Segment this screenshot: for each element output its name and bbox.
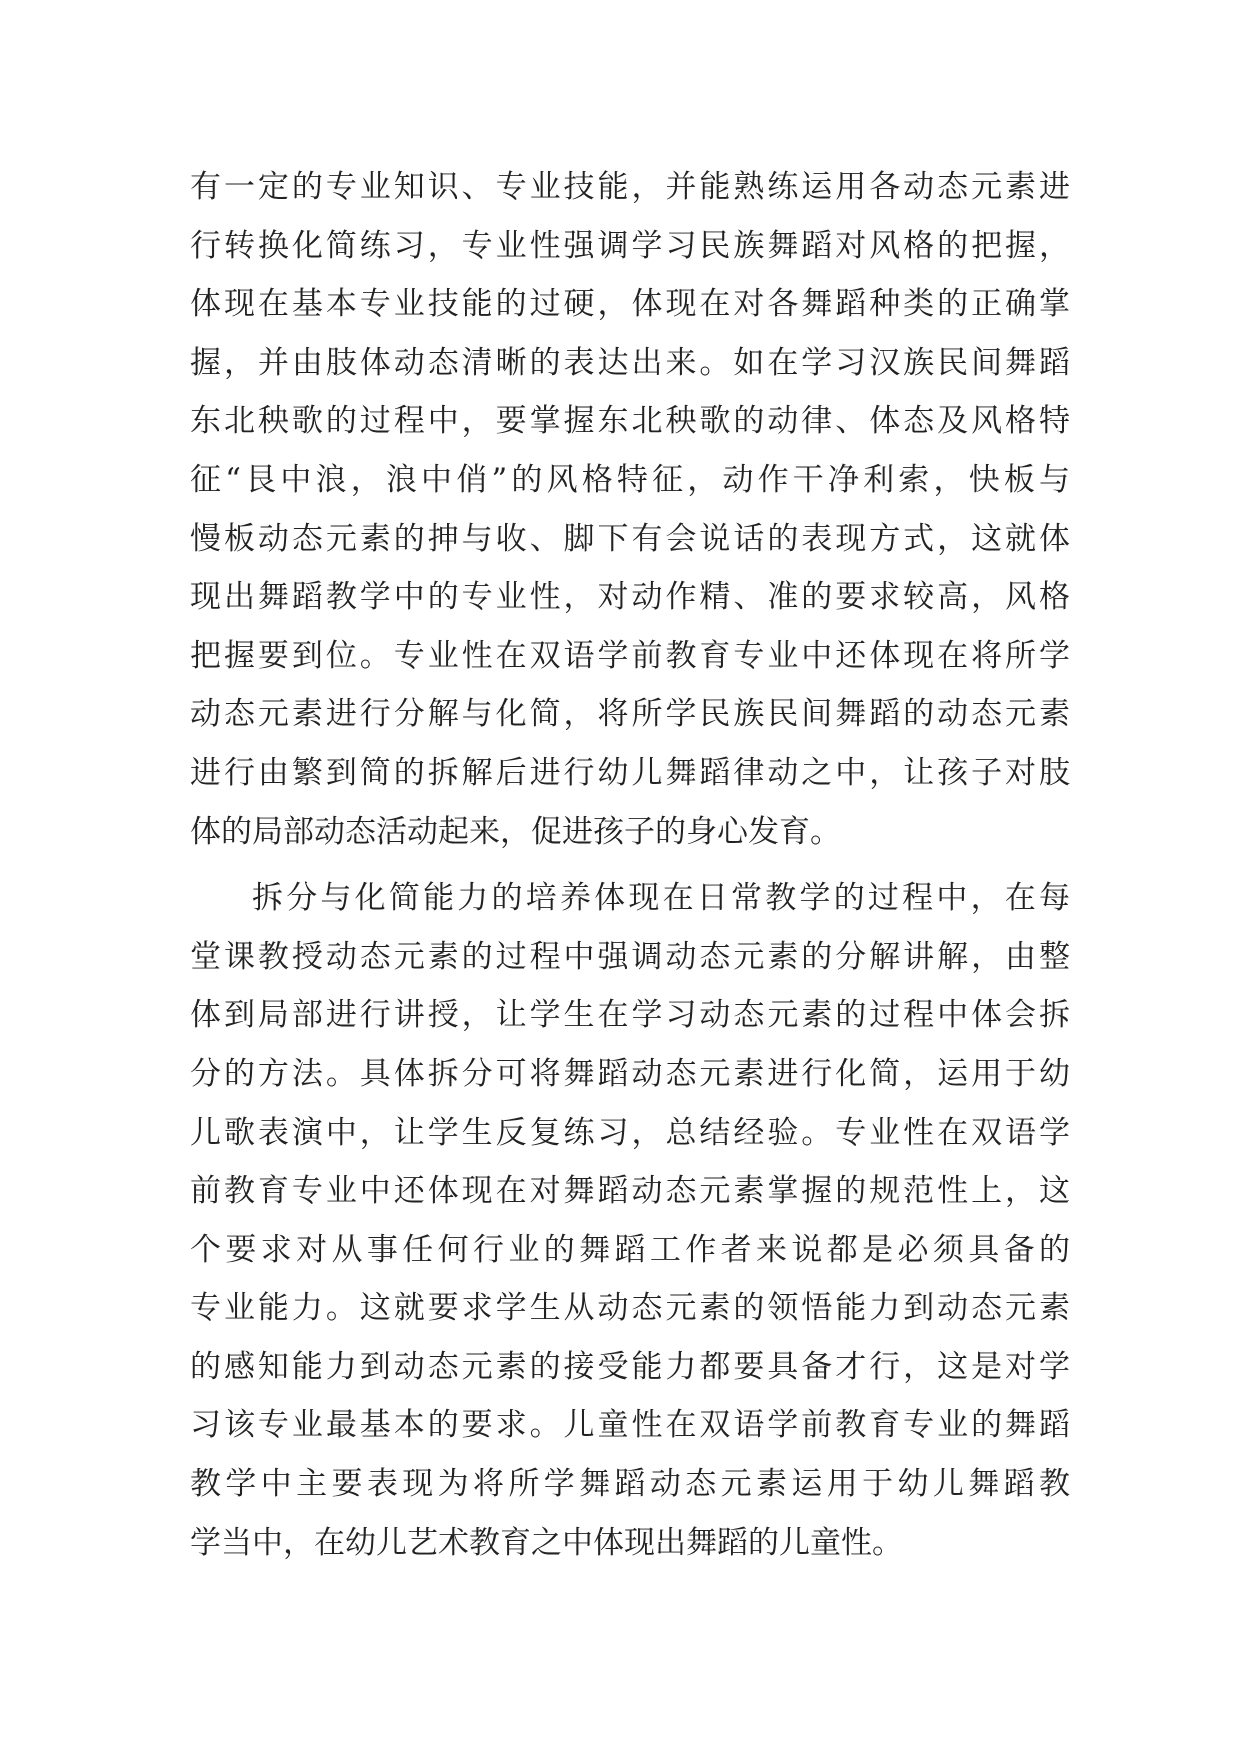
text-line: 动态元素进行分解与化简，将所学民族民间舞蹈的动态元素 bbox=[190, 696, 1070, 733]
paragraph-gap bbox=[190, 861, 1070, 869]
text-line: 前教育专业中还体现在对舞蹈动态元素掌握的规范性上，这 bbox=[190, 1173, 1070, 1210]
text-line: 习该专业最基本的要求。儿童性在双语学前教育专业的舞蹈 bbox=[190, 1407, 1070, 1444]
text-line: 握，并由肢体动态清晰的表达出来。如在学习汉族民间舞蹈 bbox=[190, 344, 1070, 381]
body-text bbox=[190, 158, 1070, 1572]
paragraph-2 bbox=[190, 869, 1070, 1572]
text-line: 征“艮中浪，浪中俏”的风格特征，动作干净利索，快板与 bbox=[190, 461, 1070, 498]
text-line: 堂课教授动态元素的过程中强调动态元素的分解讲解，由整 bbox=[190, 938, 1070, 975]
text-line: 慢板动态元素的抻与收、脚下有会说话的表现方式，这就体 bbox=[190, 520, 1070, 557]
text-line: 体现在基本专业技能的过硬，体现在对各舞蹈种类的正确掌 bbox=[190, 286, 1070, 323]
paragraph-1 bbox=[190, 158, 1070, 861]
text-line: 进行由繁到简的拆解后进行幼儿舞蹈律动之中，让孩子对肢 bbox=[190, 754, 1070, 791]
text-line: 体的局部动态活动起来，促进孩子的身心发育。 bbox=[190, 813, 841, 850]
text-line: 东北秧歌的过程中，要掌握东北秧歌的动律、体态及风格特 bbox=[190, 403, 1070, 440]
text-line: 学当中，在幼儿艺术教育之中体现出舞蹈的儿童性。 bbox=[190, 1524, 903, 1561]
text-line: 专业能力。这就要求学生从动态元素的领悟能力到动态元素 bbox=[190, 1290, 1070, 1327]
text-line: 现出舞蹈教学中的专业性，对动作精、准的要求较高，风格 bbox=[190, 579, 1070, 616]
text-line: 拆分与化简能力的培养体现在日常教学的过程中，在每 bbox=[252, 880, 1070, 917]
text-line: 的感知能力到动态元素的接受能力都要具备才行，这是对学 bbox=[190, 1348, 1070, 1385]
text-line: 分的方法。具体拆分可将舞蹈动态元素进行化简，运用于幼 bbox=[190, 1055, 1070, 1092]
text-line: 个要求对从事任何行业的舞蹈工作者来说都是必须具备的 bbox=[190, 1231, 1070, 1268]
text-line: 有一定的专业知识、专业技能，并能熟练运用各动态元素进 bbox=[190, 169, 1070, 205]
text-line: 儿歌表演中，让学生反复练习，总结经验。专业性在双语学 bbox=[190, 1114, 1070, 1151]
text-line: 教学中主要表现为将所学舞蹈动态元素运用于幼儿舞蹈教 bbox=[190, 1466, 1070, 1503]
text-line: 体到局部进行讲授，让学生在学习动态元素的过程中体会拆 bbox=[190, 997, 1070, 1034]
text-line: 行转换化简练习，专业性强调学习民族舞蹈对风格的把握， bbox=[190, 227, 1070, 264]
text-line: 把握要到位。专业性在双语学前教育专业中还体现在将所学 bbox=[190, 637, 1070, 674]
